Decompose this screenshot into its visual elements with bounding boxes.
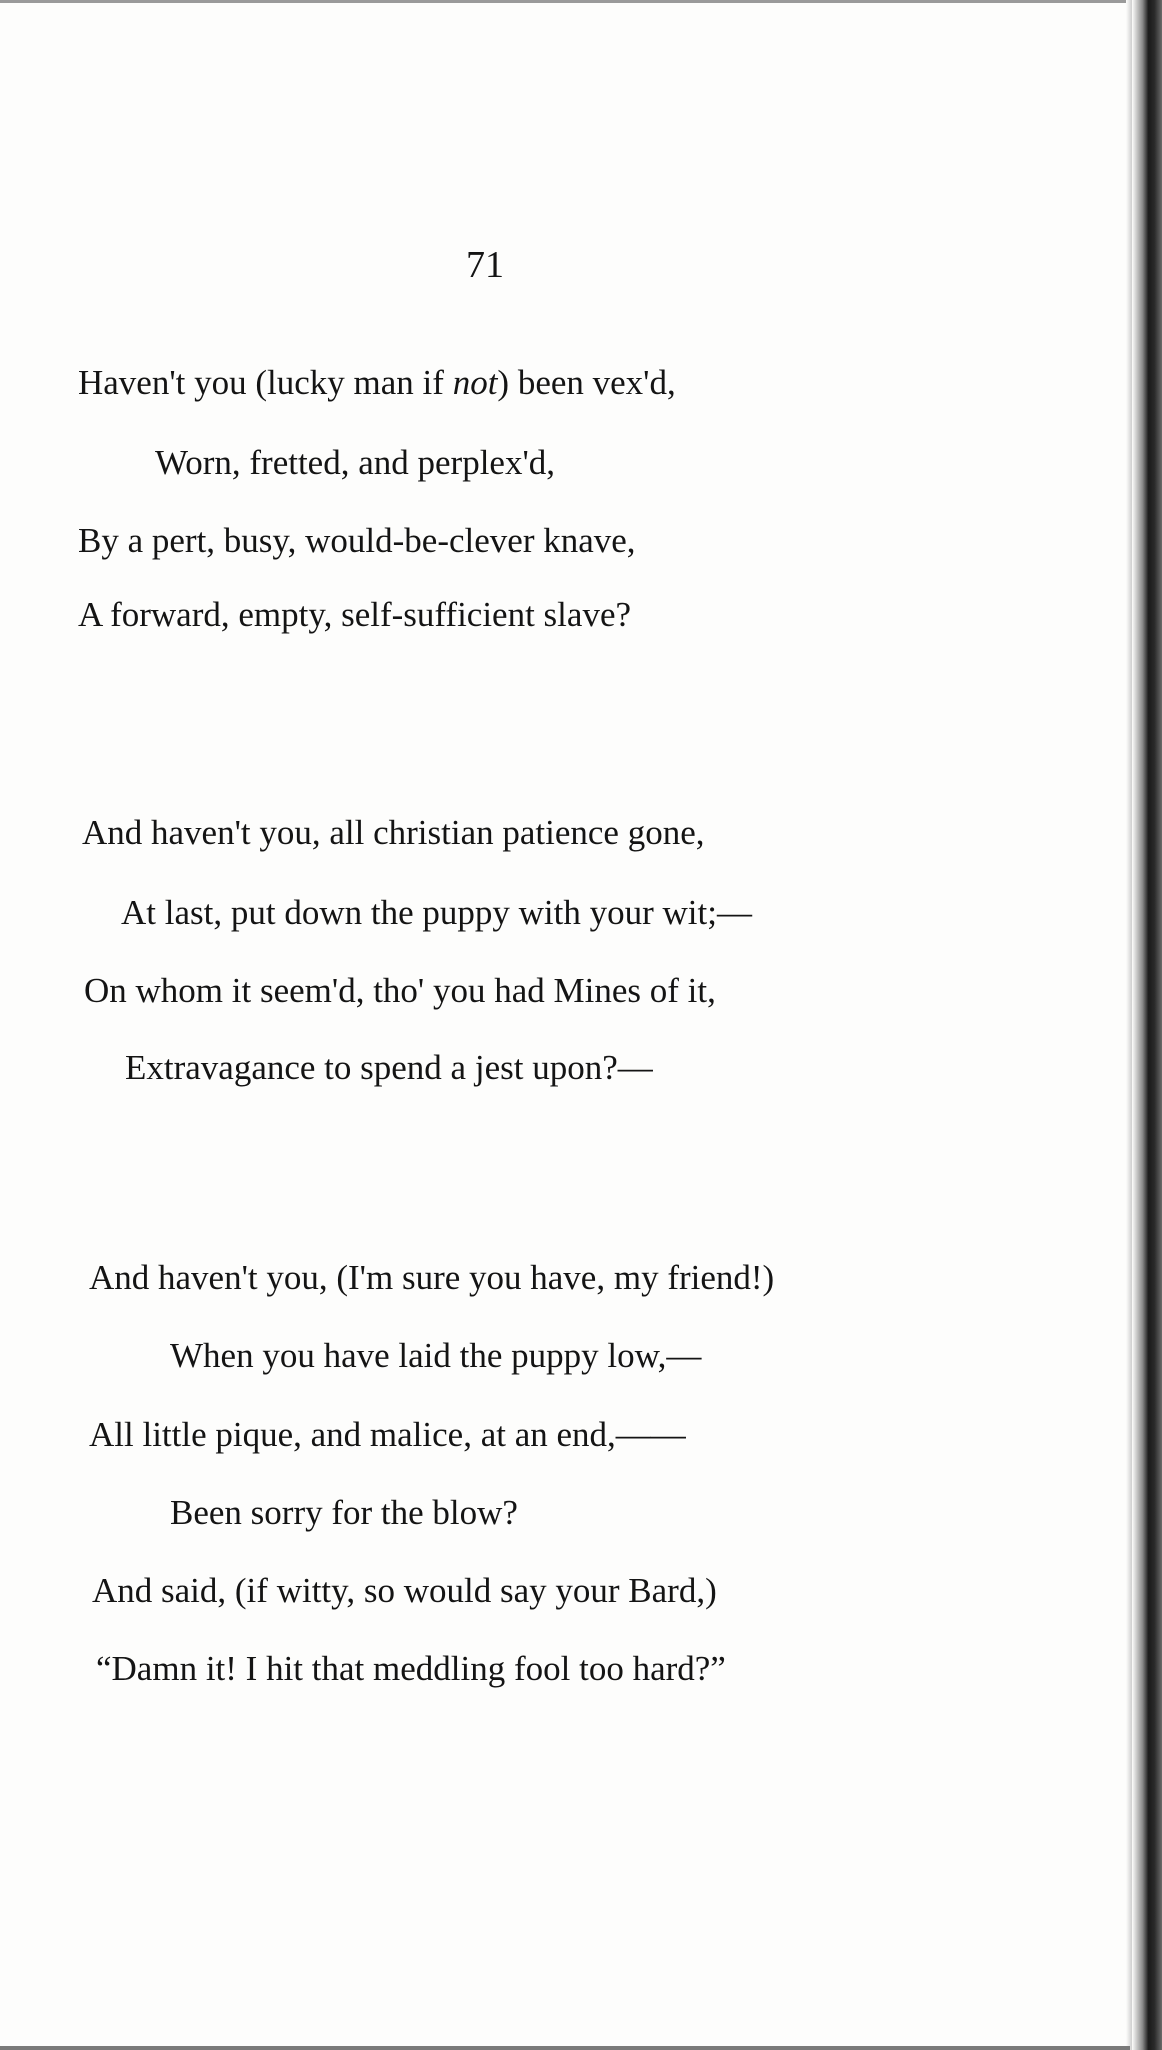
top-edge	[0, 0, 1130, 3]
stanza-3-line-5: And said, (if witty, so would say your Bard,)	[92, 1571, 717, 1610]
stanza-1-line-1	[78, 360, 676, 406]
stanza-3-line-6: “Damn it! I hit that meddling fool too hard?”	[96, 1649, 726, 1688]
stanza-3-line-1: And haven't you, (I'm sure you have, my friend!)	[89, 1258, 775, 1297]
line-text-start: Haven't you (lucky man if	[78, 363, 453, 402]
stanza-3-line-3: All little pique, and malice, at an end,——	[89, 1415, 686, 1454]
stanza-2-line-4: Extravagance to spend a jest upon?—	[125, 1048, 653, 1087]
stanza-2-line-1: And haven't you, all christian patience gone,	[82, 813, 705, 852]
stanza-2-line-2: At last, put down the puppy with your wit;—	[121, 893, 752, 932]
stanza-1-line-3: By a pert, busy, would-be-clever knave,	[78, 521, 636, 560]
stanza-2-line-3: On whom it seem'd, tho' you had Mines of it,	[84, 971, 716, 1010]
binding-edge	[1132, 0, 1162, 2050]
bottom-edge	[0, 2046, 1130, 2050]
page-number: 71	[466, 244, 504, 286]
line-text-end: ) been vex'd,	[497, 363, 676, 402]
emphasis-text: not	[452, 363, 498, 402]
stanza-1-line-2: Worn, fretted, and perplex'd,	[155, 443, 556, 482]
stanza-3-line-2: When you have laid the puppy low,—	[170, 1336, 702, 1375]
stanza-3-line-4: Been sorry for the blow?	[170, 1493, 518, 1532]
stanza-1-line-4: A forward, empty, self-sufficient slave?	[78, 595, 632, 634]
